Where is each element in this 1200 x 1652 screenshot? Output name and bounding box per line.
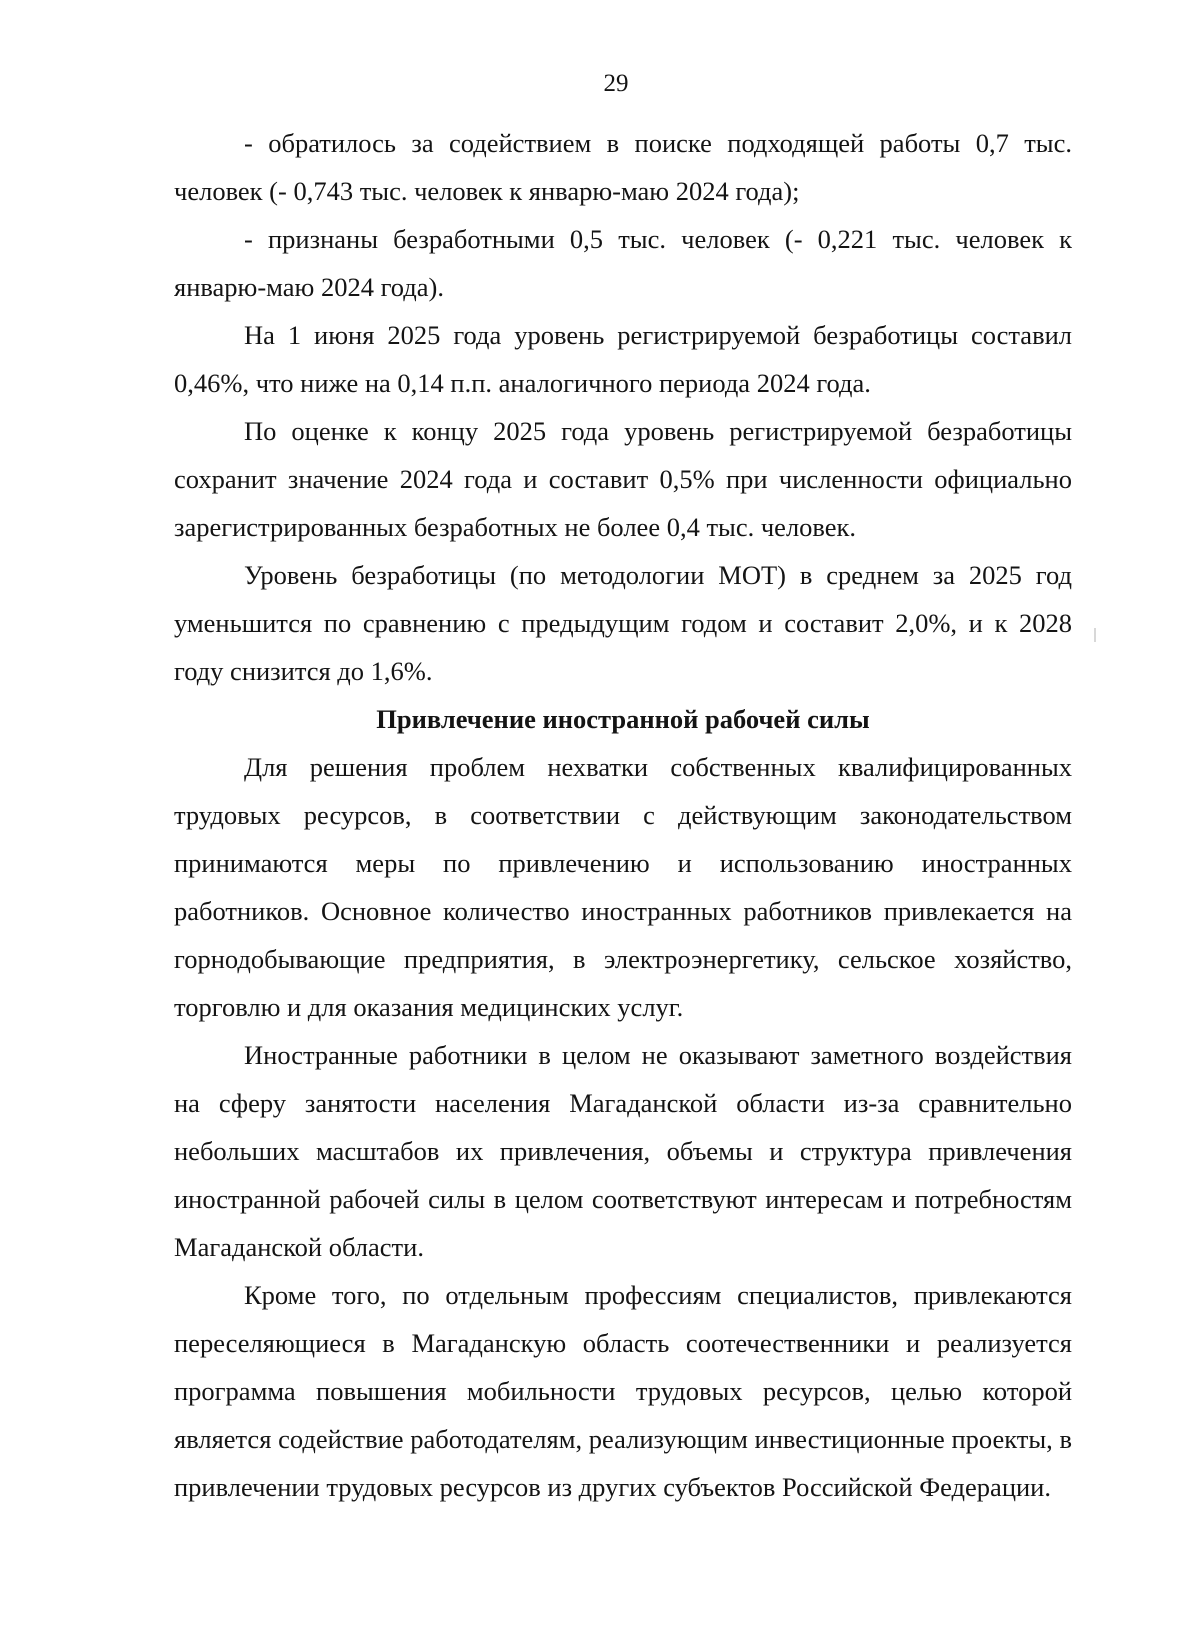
section-heading: Привлечение иностранной рабочей силы <box>376 704 870 734</box>
page-number: 29 <box>603 70 629 97</box>
paragraph-foreign-workers-impact: Иностранные работники в целом не оказывают заметного воздействия на сферу занятости населения Магаданской области из-за сравнительно небольших масштабов их привлечения, объемы и структура привлечения иностранной рабочей силы в целом соответствуют интересам и потребностям Магаданской области. <box>174 1040 1072 1262</box>
paragraph-foreign-workers-measures: Для решения проблем нехватки собственных квалифицированных трудовых ресурсов, в соответствии с действующим законодательством принимаются меры по привлечению и использованию иностранных работников. Основное количество иностранных работников привлекается на горнодобывающие предприятия, в электроэнергетику, сельское хозяйство, торговлю и для оказания медицинских услуг. <box>174 752 1072 1022</box>
scan-artifact <box>1094 628 1096 642</box>
paragraph-ilo-unemployment: Уровень безработицы (по методологии МОТ) в среднем за 2025 год уменьшится по сравнению с предыдущим годом и составит 2,0%, и к 2028 году снизится до 1,6%. <box>174 560 1072 686</box>
paragraph-compatriots-program: Кроме того, по отдельным профессиям специалистов, привлекаются переселяющиеся в Магаданскую область соотечественники и реализуется программа повышения мобильности трудовых ресурсов, целью которой является содействие работодателям, реализующим инвестиционные проекты, в привлечении трудовых ресурсов из других субъектов Российской Федерации. <box>174 1280 1072 1502</box>
paragraph-registered-unemployed: - признаны безработными 0,5 тыс. человек (- 0,221 тыс. человек к январю-маю 2024 года). <box>174 224 1072 302</box>
paragraph-job-seekers: - обратилось за содействием в поиске подходящей работы 0,7 тыс. человек (- 0,743 тыс. человек к январю-маю 2024 года); <box>174 128 1072 206</box>
paragraph-unemployment-forecast: По оценке к концу 2025 года уровень регистрируемой безработицы сохранит значение 2024 года и составит 0,5% при численности официально зарегистрированных безработных не более 0,4 тыс. человек. <box>174 416 1072 542</box>
document-body <box>174 119 1072 1511</box>
paragraph-unemployment-rate-june: На 1 июня 2025 года уровень регистрируемой безработицы составил 0,46%, что ниже на 0,14 п.п. аналогичного периода 2024 года. <box>174 320 1072 398</box>
